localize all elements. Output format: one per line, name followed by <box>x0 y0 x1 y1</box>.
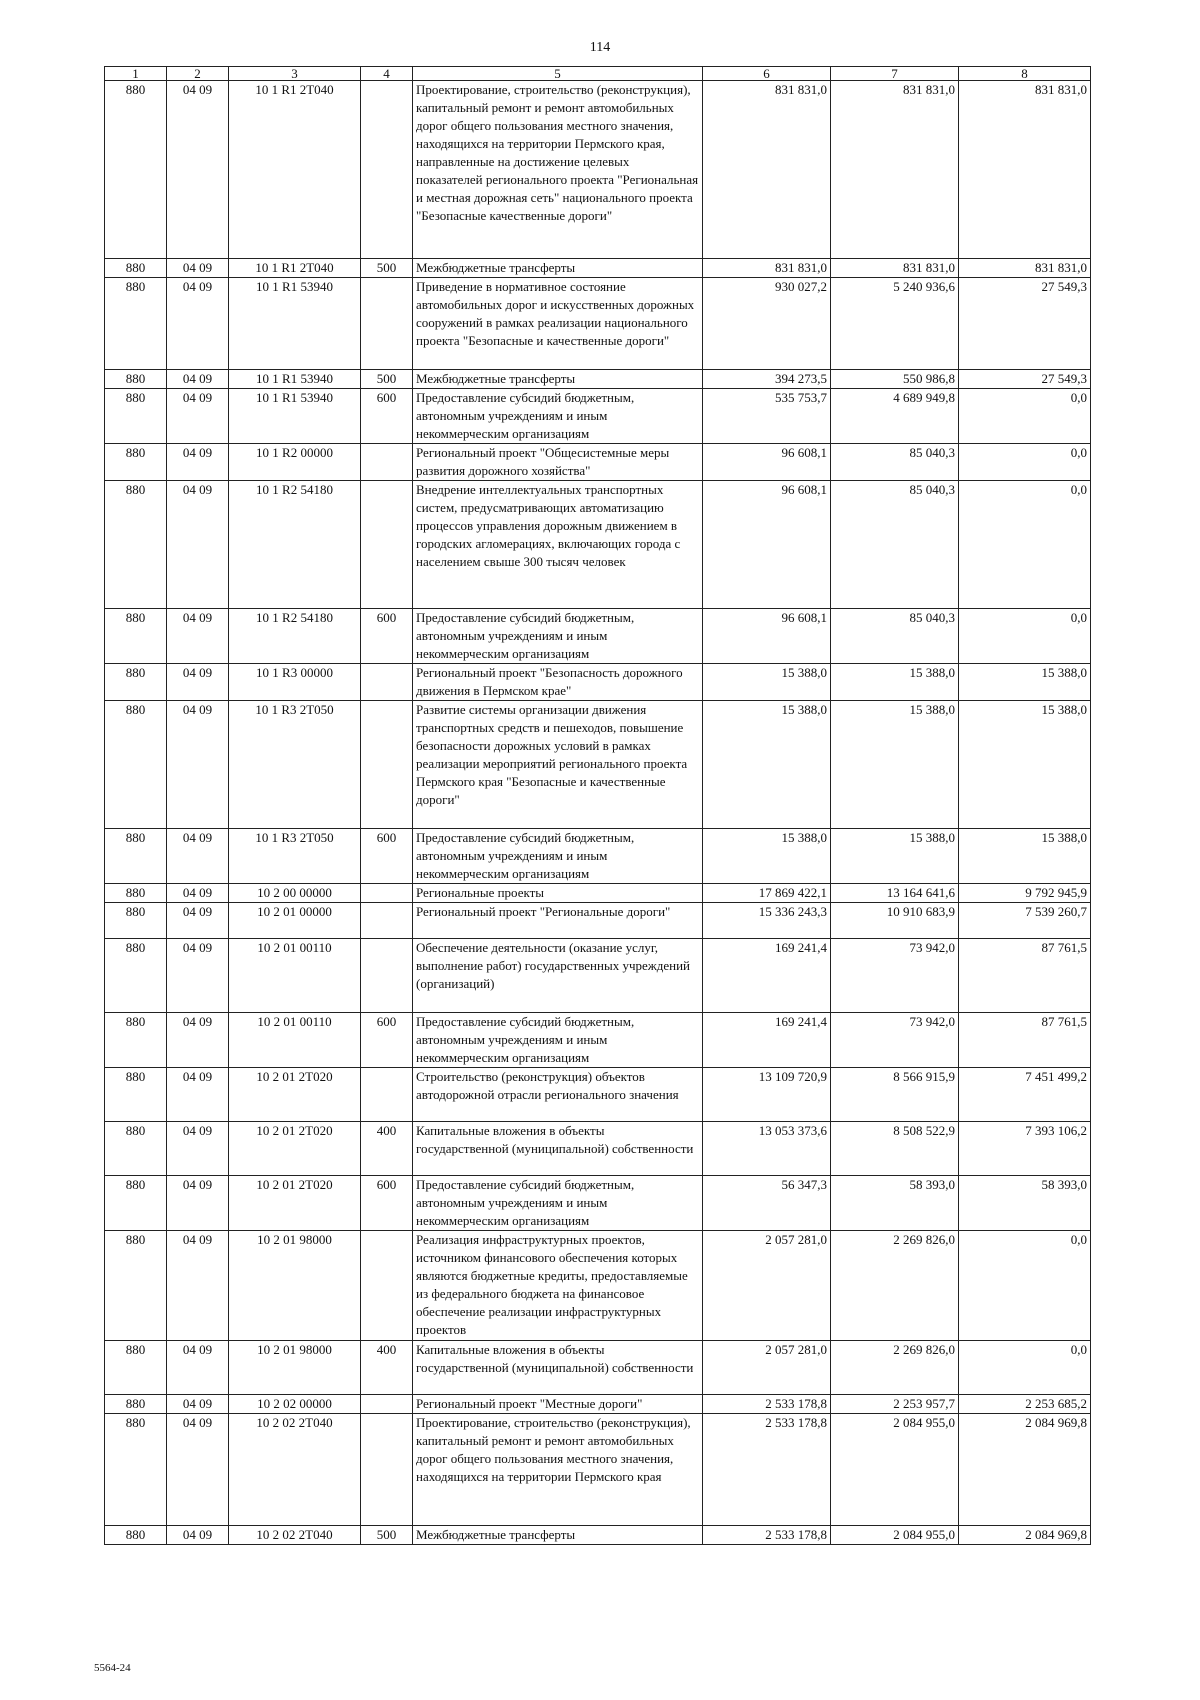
amount-col7-cell: 8 508 522,9 <box>831 1122 959 1176</box>
amount-col7-cell: 85 040,3 <box>831 444 959 481</box>
amount-col6-cell: 56 347,3 <box>703 1176 831 1231</box>
table-row <box>105 259 1091 278</box>
column-header-3: 3 <box>229 67 361 81</box>
amount-col8-cell: 831 831,0 <box>959 81 1091 259</box>
table-row <box>105 939 1091 1013</box>
admin-code-cell: 880 <box>105 903 167 939</box>
target-article-cell: 10 1 R2 54180 <box>229 609 361 664</box>
section-code-cell: 04 09 <box>167 884 229 903</box>
section-code-cell: 04 09 <box>167 1231 229 1341</box>
amount-col7-cell: 85 040,3 <box>831 481 959 609</box>
amount-col6-cell: 96 608,1 <box>703 444 831 481</box>
target-article-cell: 10 1 R1 53940 <box>229 278 361 370</box>
amount-col7-cell: 2 253 957,7 <box>831 1395 959 1414</box>
section-code-cell: 04 09 <box>167 389 229 444</box>
amount-col8-cell: 15 388,0 <box>959 664 1091 701</box>
expense-type-cell <box>361 664 413 701</box>
amount-col8-cell: 7 539 260,7 <box>959 903 1091 939</box>
amount-col8-cell: 0,0 <box>959 1231 1091 1341</box>
admin-code-cell: 880 <box>105 1414 167 1526</box>
amount-col8-cell: 7 393 106,2 <box>959 1122 1091 1176</box>
section-code-cell: 04 09 <box>167 701 229 829</box>
expense-type-cell <box>361 884 413 903</box>
item-name-cell: Внедрение интеллектуальных транспортных систем, предусматривающих автоматизацию процессов управления дорожным движением в городских агломерациях, включающих города с населением свыше 300 тысяч человек <box>413 481 703 609</box>
admin-code-cell: 880 <box>105 444 167 481</box>
section-code-cell: 04 09 <box>167 1341 229 1395</box>
admin-code-cell: 880 <box>105 664 167 701</box>
admin-code-cell: 880 <box>105 939 167 1013</box>
expense-type-cell: 400 <box>361 1122 413 1176</box>
item-name-cell: Межбюджетные трансферты <box>413 259 703 278</box>
amount-col8-cell: 27 549,3 <box>959 370 1091 389</box>
amount-col6-cell: 2 057 281,0 <box>703 1231 831 1341</box>
table-row <box>105 903 1091 939</box>
item-name-cell: Строительство (реконструкция) объектов автодорожной отрасли регионального значения <box>413 1068 703 1122</box>
amount-col8-cell: 87 761,5 <box>959 1013 1091 1068</box>
amount-col8-cell: 2 253 685,2 <box>959 1395 1091 1414</box>
table-row <box>105 1122 1091 1176</box>
section-code-cell: 04 09 <box>167 370 229 389</box>
amount-col6-cell: 394 273,5 <box>703 370 831 389</box>
item-name-cell: Проектирование, строительство (реконструкция), капитальный ремонт и ремонт автомобильных дорог общего пользования местного значения, находящихся на территории Пермского края, направленные на достижение целевых показателей регионального проекта "Региональная и местная дорожная сеть" национального проекта "Безопасные качественные дороги" <box>413 81 703 259</box>
expense-type-cell <box>361 1231 413 1341</box>
target-article-cell: 10 1 R1 2T040 <box>229 81 361 259</box>
amount-col6-cell: 15 388,0 <box>703 829 831 884</box>
target-article-cell: 10 2 01 98000 <box>229 1231 361 1341</box>
item-name-cell: Проектирование, строительство (реконструкция), капитальный ремонт и ремонт автомобильных дорог общего пользования местного значения, находящихся на территории Пермского края <box>413 1414 703 1526</box>
table-row <box>105 1068 1091 1122</box>
section-code-cell: 04 09 <box>167 1526 229 1545</box>
amount-col7-cell: 13 164 641,6 <box>831 884 959 903</box>
amount-col8-cell: 58 393,0 <box>959 1176 1091 1231</box>
amount-col6-cell: 15 388,0 <box>703 701 831 829</box>
item-name-cell: Развитие системы организации движения транспортных средств и пешеходов, повышение безопасности дорожных условий в рамках реализации мероприятий регионального проекта Пермского края "Безопасные и качественные дороги" <box>413 701 703 829</box>
table-row <box>105 664 1091 701</box>
admin-code-cell: 880 <box>105 1176 167 1231</box>
amount-col6-cell: 17 869 422,1 <box>703 884 831 903</box>
amount-col7-cell: 4 689 949,8 <box>831 389 959 444</box>
amount-col7-cell: 5 240 936,6 <box>831 278 959 370</box>
item-name-cell: Региональные проекты <box>413 884 703 903</box>
expense-type-cell: 500 <box>361 1526 413 1545</box>
item-name-cell: Капитальные вложения в объекты государственной (муниципальной) собственности <box>413 1341 703 1395</box>
admin-code-cell: 880 <box>105 1013 167 1068</box>
expense-type-cell: 600 <box>361 389 413 444</box>
amount-col8-cell: 2 084 969,8 <box>959 1526 1091 1545</box>
admin-code-cell: 880 <box>105 370 167 389</box>
target-article-cell: 10 1 R1 53940 <box>229 370 361 389</box>
target-article-cell: 10 1 R3 00000 <box>229 664 361 701</box>
section-code-cell: 04 09 <box>167 829 229 884</box>
target-article-cell: 10 1 R1 2T040 <box>229 259 361 278</box>
table-row <box>105 1341 1091 1395</box>
target-article-cell: 10 1 R3 2T050 <box>229 701 361 829</box>
amount-col7-cell: 2 269 826,0 <box>831 1231 959 1341</box>
amount-col7-cell: 831 831,0 <box>831 259 959 278</box>
section-code-cell: 04 09 <box>167 664 229 701</box>
section-code-cell: 04 09 <box>167 609 229 664</box>
target-article-cell: 10 2 02 2T040 <box>229 1526 361 1545</box>
item-name-cell: Региональный проект "Местные дороги" <box>413 1395 703 1414</box>
amount-col8-cell: 0,0 <box>959 609 1091 664</box>
target-article-cell: 10 1 R2 00000 <box>229 444 361 481</box>
amount-col6-cell: 2 057 281,0 <box>703 1341 831 1395</box>
expense-type-cell <box>361 1414 413 1526</box>
amount-col6-cell: 13 109 720,9 <box>703 1068 831 1122</box>
item-name-cell: Региональный проект "Безопасность дорожного движения в Пермском крае" <box>413 664 703 701</box>
admin-code-cell: 880 <box>105 1395 167 1414</box>
target-article-cell: 10 2 01 2T020 <box>229 1068 361 1122</box>
amount-col7-cell: 15 388,0 <box>831 664 959 701</box>
amount-col8-cell: 0,0 <box>959 1341 1091 1395</box>
item-name-cell: Предоставление субсидий бюджетным, автономным учреждениям и иным некоммерческим организациям <box>413 609 703 664</box>
amount-col6-cell: 831 831,0 <box>703 259 831 278</box>
column-header-4: 4 <box>361 67 413 81</box>
section-code-cell: 04 09 <box>167 1013 229 1068</box>
table-row <box>105 1395 1091 1414</box>
target-article-cell: 10 2 01 00110 <box>229 939 361 1013</box>
expense-type-cell: 600 <box>361 829 413 884</box>
expense-type-cell <box>361 81 413 259</box>
item-name-cell: Межбюджетные трансферты <box>413 370 703 389</box>
amount-col7-cell: 550 986,8 <box>831 370 959 389</box>
amount-col8-cell: 9 792 945,9 <box>959 884 1091 903</box>
table-row <box>105 1176 1091 1231</box>
amount-col7-cell: 58 393,0 <box>831 1176 959 1231</box>
admin-code-cell: 880 <box>105 1068 167 1122</box>
admin-code-cell: 880 <box>105 259 167 278</box>
table-row <box>105 1414 1091 1526</box>
expense-type-cell: 400 <box>361 1341 413 1395</box>
expense-type-cell <box>361 939 413 1013</box>
column-header-7: 7 <box>831 67 959 81</box>
section-code-cell: 04 09 <box>167 903 229 939</box>
column-header-2: 2 <box>167 67 229 81</box>
amount-col7-cell: 73 942,0 <box>831 939 959 1013</box>
amount-col7-cell: 2 269 826,0 <box>831 1341 959 1395</box>
item-name-cell: Обеспечение деятельности (оказание услуг, выполнение работ) государственных учреждений (организаций) <box>413 939 703 1013</box>
admin-code-cell: 880 <box>105 1526 167 1545</box>
expense-type-cell: 500 <box>361 259 413 278</box>
column-header-8: 8 <box>959 67 1091 81</box>
amount-col8-cell: 831 831,0 <box>959 259 1091 278</box>
table-body <box>105 81 1091 1545</box>
admin-code-cell: 880 <box>105 701 167 829</box>
section-code-cell: 04 09 <box>167 259 229 278</box>
expense-type-cell: 600 <box>361 1013 413 1068</box>
amount-col6-cell: 930 027,2 <box>703 278 831 370</box>
expense-type-cell <box>361 481 413 609</box>
expense-type-cell: 600 <box>361 1176 413 1231</box>
admin-code-cell: 880 <box>105 1341 167 1395</box>
table-row <box>105 481 1091 609</box>
admin-code-cell: 880 <box>105 481 167 609</box>
item-name-cell: Предоставление субсидий бюджетным, автономным учреждениям и иным некоммерческим организациям <box>413 1176 703 1231</box>
amount-col7-cell: 15 388,0 <box>831 701 959 829</box>
amount-col7-cell: 10 910 683,9 <box>831 903 959 939</box>
item-name-cell: Капитальные вложения в объекты государственной (муниципальной) собственности <box>413 1122 703 1176</box>
amount-col8-cell: 15 388,0 <box>959 829 1091 884</box>
column-header-5: 5 <box>413 67 703 81</box>
amount-col7-cell: 2 084 955,0 <box>831 1526 959 1545</box>
item-name-cell: Предоставление субсидий бюджетным, автономным учреждениям и иным некоммерческим организациям <box>413 829 703 884</box>
budget-table <box>104 66 1091 1545</box>
amount-col8-cell: 27 549,3 <box>959 278 1091 370</box>
table-row <box>105 81 1091 259</box>
table-row <box>105 829 1091 884</box>
table-row <box>105 701 1091 829</box>
section-code-cell: 04 09 <box>167 1068 229 1122</box>
amount-col7-cell: 831 831,0 <box>831 81 959 259</box>
amount-col6-cell: 13 053 373,6 <box>703 1122 831 1176</box>
expense-type-cell: 500 <box>361 370 413 389</box>
expense-type-cell <box>361 1395 413 1414</box>
amount-col7-cell: 2 084 955,0 <box>831 1414 959 1526</box>
admin-code-cell: 880 <box>105 81 167 259</box>
amount-col6-cell: 169 241,4 <box>703 939 831 1013</box>
amount-col7-cell: 85 040,3 <box>831 609 959 664</box>
column-header-1: 1 <box>105 67 167 81</box>
amount-col8-cell: 0,0 <box>959 389 1091 444</box>
expense-type-cell: 600 <box>361 609 413 664</box>
amount-col6-cell: 2 533 178,8 <box>703 1526 831 1545</box>
section-code-cell: 04 09 <box>167 1414 229 1526</box>
item-name-cell: Межбюджетные трансферты <box>413 1526 703 1545</box>
amount-col6-cell: 96 608,1 <box>703 481 831 609</box>
section-code-cell: 04 09 <box>167 1395 229 1414</box>
table-row <box>105 444 1091 481</box>
table-row <box>105 370 1091 389</box>
section-code-cell: 04 09 <box>167 1176 229 1231</box>
target-article-cell: 10 1 R1 53940 <box>229 389 361 444</box>
page-number: 114 <box>589 40 611 55</box>
section-code-cell: 04 09 <box>167 481 229 609</box>
amount-col7-cell: 15 388,0 <box>831 829 959 884</box>
section-code-cell: 04 09 <box>167 1122 229 1176</box>
target-article-cell: 10 2 01 2T020 <box>229 1176 361 1231</box>
section-code-cell: 04 09 <box>167 444 229 481</box>
amount-col6-cell: 169 241,4 <box>703 1013 831 1068</box>
target-article-cell: 10 2 01 00110 <box>229 1013 361 1068</box>
amount-col6-cell: 831 831,0 <box>703 81 831 259</box>
item-name-cell: Приведение в нормативное состояние автомобильных дорог и искусственных дорожных сооружений в рамках реализации национального проекта "Безопасные и качественные дороги" <box>413 278 703 370</box>
admin-code-cell: 880 <box>105 1122 167 1176</box>
admin-code-cell: 880 <box>105 389 167 444</box>
target-article-cell: 10 2 02 2T040 <box>229 1414 361 1526</box>
amount-col8-cell: 0,0 <box>959 481 1091 609</box>
expense-type-cell <box>361 1068 413 1122</box>
table-row <box>105 884 1091 903</box>
amount-col8-cell: 7 451 499,2 <box>959 1068 1091 1122</box>
target-article-cell: 10 2 00 00000 <box>229 884 361 903</box>
column-number-row <box>105 67 1091 81</box>
admin-code-cell: 880 <box>105 278 167 370</box>
column-header-6: 6 <box>703 67 831 81</box>
item-name-cell: Реализация инфраструктурных проектов, источником финансового обеспечения которых являются бюджетные кредиты, предоставляемые из федерального бюджета на финансовое обеспечение реализации инфраструктурных проектов <box>413 1231 703 1341</box>
table-row <box>105 1231 1091 1341</box>
table-row <box>105 1013 1091 1068</box>
amount-col8-cell: 0,0 <box>959 444 1091 481</box>
item-name-cell: Предоставление субсидий бюджетным, автономным учреждениям и иным некоммерческим организациям <box>413 389 703 444</box>
document-code: 5564-24 <box>94 1662 131 1674</box>
item-name-cell: Региональный проект "Общесистемные меры развития дорожного хозяйства" <box>413 444 703 481</box>
amount-col6-cell: 96 608,1 <box>703 609 831 664</box>
amount-col8-cell: 2 084 969,8 <box>959 1414 1091 1526</box>
table-row <box>105 389 1091 444</box>
item-name-cell: Региональный проект "Региональные дороги" <box>413 903 703 939</box>
amount-col7-cell: 73 942,0 <box>831 1013 959 1068</box>
expense-type-cell <box>361 903 413 939</box>
target-article-cell: 10 2 01 2T020 <box>229 1122 361 1176</box>
section-code-cell: 04 09 <box>167 81 229 259</box>
section-code-cell: 04 09 <box>167 939 229 1013</box>
admin-code-cell: 880 <box>105 609 167 664</box>
amount-col6-cell: 535 753,7 <box>703 389 831 444</box>
target-article-cell: 10 2 01 98000 <box>229 1341 361 1395</box>
expense-type-cell <box>361 444 413 481</box>
expense-type-cell <box>361 701 413 829</box>
target-article-cell: 10 1 R3 2T050 <box>229 829 361 884</box>
amount-col8-cell: 87 761,5 <box>959 939 1091 1013</box>
target-article-cell: 10 2 02 00000 <box>229 1395 361 1414</box>
amount-col7-cell: 8 566 915,9 <box>831 1068 959 1122</box>
section-code-cell: 04 09 <box>167 278 229 370</box>
target-article-cell: 10 1 R2 54180 <box>229 481 361 609</box>
amount-col6-cell: 2 533 178,8 <box>703 1414 831 1526</box>
amount-col6-cell: 15 336 243,3 <box>703 903 831 939</box>
table-row <box>105 278 1091 370</box>
amount-col6-cell: 15 388,0 <box>703 664 831 701</box>
expense-type-cell <box>361 278 413 370</box>
table-row <box>105 1526 1091 1545</box>
admin-code-cell: 880 <box>105 884 167 903</box>
admin-code-cell: 880 <box>105 1231 167 1341</box>
table-row <box>105 609 1091 664</box>
amount-col8-cell: 15 388,0 <box>959 701 1091 829</box>
admin-code-cell: 880 <box>105 829 167 884</box>
target-article-cell: 10 2 01 00000 <box>229 903 361 939</box>
amount-col6-cell: 2 533 178,8 <box>703 1395 831 1414</box>
item-name-cell: Предоставление субсидий бюджетным, автономным учреждениям и иным некоммерческим организациям <box>413 1013 703 1068</box>
